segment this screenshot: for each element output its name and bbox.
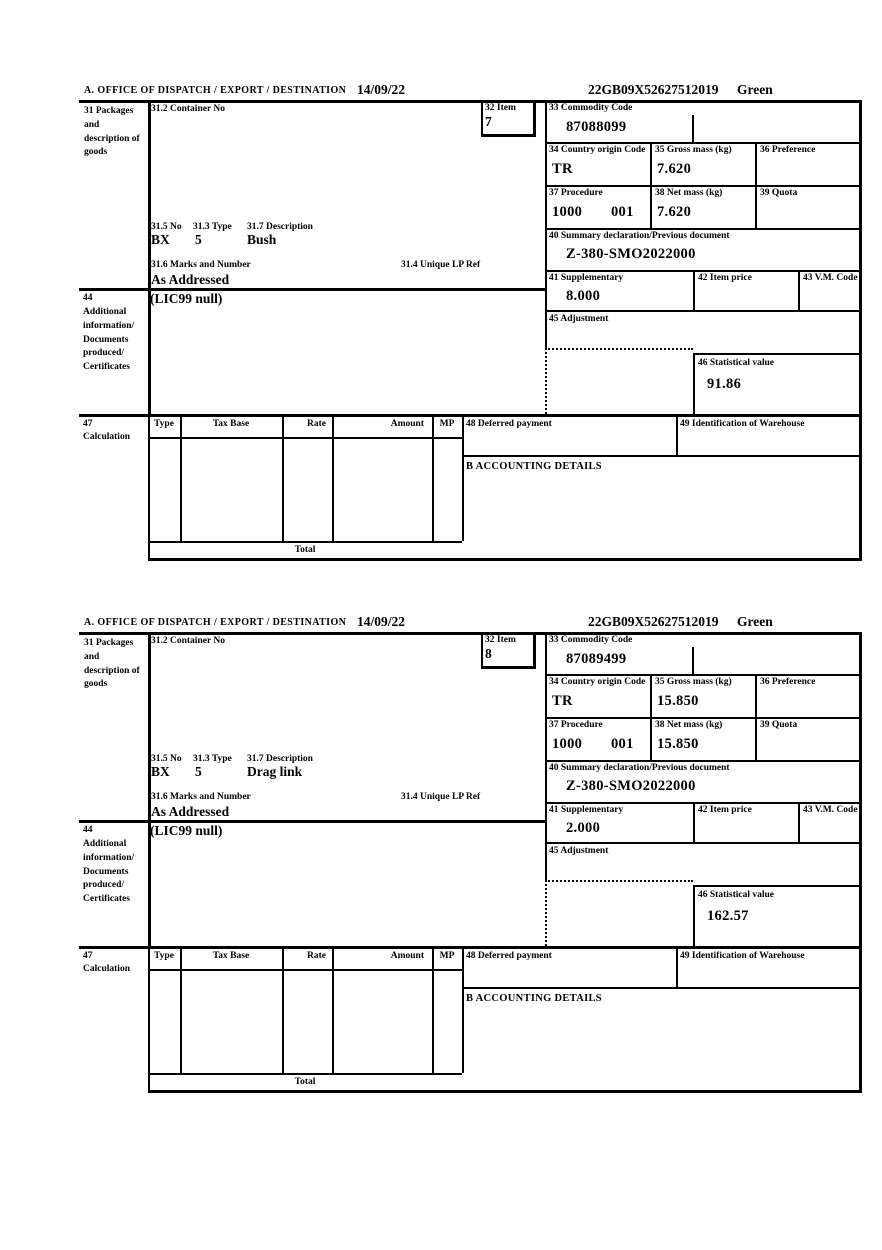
procedure-additional-value: 001 xyxy=(611,204,634,220)
statistical-value-label: 46 Statistical value xyxy=(698,890,774,900)
container-no-label: 31.2 Container No xyxy=(151,104,225,114)
calc-col-type: Type xyxy=(154,419,174,429)
item-number-value: 7 xyxy=(485,114,492,129)
entry-number: 22GB09X52627512019 xyxy=(588,82,719,97)
country-origin-label: 34 Country origin Code xyxy=(549,677,646,687)
procedure-value: 1000 xyxy=(552,736,583,752)
calc-col-rate: Rate xyxy=(307,419,326,429)
item-label: 32 Item xyxy=(485,635,516,645)
goods-description-value: Drag link xyxy=(247,764,303,779)
grid-line xyxy=(79,100,862,103)
calc-col-amount: Amount xyxy=(390,951,424,961)
calc-col-amount: Amount xyxy=(390,419,424,429)
grid-line xyxy=(545,270,862,272)
grid-line xyxy=(692,647,694,674)
declaration-date: 14/09/22 xyxy=(357,82,406,97)
dotted-divider xyxy=(545,880,547,946)
item-price-label: 42 Item price xyxy=(698,273,752,283)
commodity-code-label: 33 Commodity Code xyxy=(549,635,633,645)
net-mass-label: 38 Net mass (kg) xyxy=(655,188,723,198)
accounting-details-label: B ACCOUNTING DETAILS xyxy=(466,461,602,472)
routing-status: Green xyxy=(737,614,773,629)
deferred-payment-label: 48 Deferred payment xyxy=(466,419,552,429)
calc-col-tax-base: Tax Base xyxy=(212,419,250,429)
box44-additional-info-label: Additional information/ Documents produced/ Certificates xyxy=(83,307,135,373)
grid-line xyxy=(148,969,462,971)
supplementary-label: 41 Supplementary xyxy=(549,805,624,815)
grid-line xyxy=(693,353,862,355)
grid-line xyxy=(462,414,464,541)
package-no-label: 31.5 No xyxy=(151,754,182,764)
routing-status: Green xyxy=(737,82,773,97)
gross-mass-value: 7.620 xyxy=(657,161,692,177)
unique-lp-ref-label: 31.4 Unique LP Ref xyxy=(401,792,481,802)
grid-line xyxy=(545,100,547,348)
grid-line xyxy=(332,414,334,541)
grid-line xyxy=(545,760,862,762)
grid-line xyxy=(79,632,862,635)
grid-line xyxy=(693,802,695,842)
previous-document-value: Z-380-SMO2022000 xyxy=(566,246,696,262)
grid-line xyxy=(798,802,800,842)
grid-line xyxy=(148,1090,862,1093)
marks-and-number-value: As Addressed xyxy=(151,272,230,287)
commodity-code-value: 87089499 xyxy=(566,651,627,667)
grid-line xyxy=(148,541,462,543)
grid-line xyxy=(676,946,678,987)
grid-line xyxy=(545,802,862,804)
box47-number-label: 47 xyxy=(83,951,93,961)
package-no-label: 31.5 No xyxy=(151,222,182,232)
dotted-divider xyxy=(545,880,693,882)
marks-and-number-value: As Addressed xyxy=(151,804,230,819)
declaration-item-section xyxy=(79,82,862,561)
deferred-payment-label: 48 Deferred payment xyxy=(466,951,552,961)
calc-col-type: Type xyxy=(154,951,174,961)
grid-line xyxy=(545,717,862,719)
quota-label: 39 Quota xyxy=(760,720,798,730)
grid-line xyxy=(693,270,695,310)
net-mass-value: 15.850 xyxy=(657,736,699,752)
calc-col-rate: Rate xyxy=(307,951,326,961)
grid-line xyxy=(545,185,862,187)
net-mass-label: 38 Net mass (kg) xyxy=(655,720,723,730)
supplementary-value: 2.000 xyxy=(566,820,601,836)
dotted-divider xyxy=(545,348,693,350)
grid-line xyxy=(432,414,434,541)
grid-line xyxy=(545,142,862,144)
grid-line xyxy=(755,142,757,228)
grid-line xyxy=(693,885,695,946)
grid-line xyxy=(533,100,536,137)
grid-line xyxy=(148,1073,462,1075)
box47-calculation-label: Calculation xyxy=(83,432,130,442)
warehouse-id-label: 49 Identification of Warehouse xyxy=(680,419,805,429)
warehouse-id-label: 49 Identification of Warehouse xyxy=(680,951,805,961)
previous-document-label: 40 Summary declaration/Previous document xyxy=(549,231,730,241)
grid-line xyxy=(693,353,695,414)
commodity-code-label: 33 Commodity Code xyxy=(549,103,633,113)
grid-line xyxy=(798,270,800,310)
grid-line xyxy=(545,674,862,676)
grid-line xyxy=(148,414,150,561)
grid-line xyxy=(533,632,536,669)
supplementary-label: 41 Supplementary xyxy=(549,273,624,283)
gross-mass-label: 35 Gross mass (kg) xyxy=(655,677,732,687)
goods-description-value: Bush xyxy=(247,232,277,247)
grid-line xyxy=(545,310,862,312)
grid-line xyxy=(676,414,678,455)
previous-document-label: 40 Summary declaration/Previous document xyxy=(549,763,730,773)
grid-line xyxy=(462,987,862,989)
package-type-value: 5 xyxy=(195,232,202,247)
grid-line xyxy=(332,946,334,1073)
package-no-value: BX xyxy=(151,232,170,247)
grid-line xyxy=(859,632,862,1093)
grid-line xyxy=(481,666,536,669)
package-type-label: 31.3 Type xyxy=(193,754,232,764)
grid-line xyxy=(545,632,547,880)
calc-col-mp: MP xyxy=(439,951,455,961)
previous-document-value: Z-380-SMO2022000 xyxy=(566,778,696,794)
declaration-date: 14/09/22 xyxy=(357,614,406,629)
procedure-additional-value: 001 xyxy=(611,736,634,752)
grid-line xyxy=(462,946,464,1073)
grid-line xyxy=(545,228,862,230)
country-origin-label: 34 Country origin Code xyxy=(549,145,646,155)
additional-info-value: (LIC99 null) xyxy=(150,291,223,306)
declaration-item-section xyxy=(79,614,862,1093)
package-type-value: 5 xyxy=(195,764,202,779)
item-price-label: 42 Item price xyxy=(698,805,752,815)
vm-code-label: 43 V.M. Code xyxy=(803,805,858,815)
grid-line xyxy=(79,946,862,949)
package-type-label: 31.3 Type xyxy=(193,222,232,232)
grid-line xyxy=(148,437,462,439)
box31-packages-label: 31 Packages and description of goods xyxy=(84,638,140,690)
procedure-value: 1000 xyxy=(552,204,583,220)
dotted-divider xyxy=(545,348,547,414)
preference-label: 36 Preference xyxy=(760,145,816,155)
grid-line xyxy=(282,946,284,1073)
marks-and-number-label: 31.6 Marks and Number xyxy=(151,260,251,270)
country-origin-value: TR xyxy=(552,161,573,177)
statistical-value: 91.86 xyxy=(707,376,742,392)
container-no-label: 31.2 Container No xyxy=(151,636,225,646)
statistical-value: 162.57 xyxy=(707,908,749,924)
supplementary-value: 8.000 xyxy=(566,288,601,304)
calc-total-label: Total xyxy=(294,1077,316,1087)
adjustment-label: 45 Adjustment xyxy=(549,314,609,324)
grid-line xyxy=(481,633,483,666)
office-of-dispatch-label: A. OFFICE OF DISPATCH / EXPORT / DESTINATION xyxy=(84,85,347,96)
grid-line xyxy=(432,946,434,1073)
vm-code-label: 43 V.M. Code xyxy=(803,273,858,283)
grid-line xyxy=(282,414,284,541)
grid-line xyxy=(545,842,862,844)
quota-label: 39 Quota xyxy=(760,188,798,198)
grid-line xyxy=(79,414,862,417)
package-no-value: BX xyxy=(151,764,170,779)
grid-line xyxy=(755,674,757,760)
grid-line xyxy=(481,134,536,137)
gross-mass-label: 35 Gross mass (kg) xyxy=(655,145,732,155)
grid-line xyxy=(148,558,862,561)
grid-line xyxy=(650,142,652,228)
statistical-value-label: 46 Statistical value xyxy=(698,358,774,368)
unique-lp-ref-label: 31.4 Unique LP Ref xyxy=(401,260,481,270)
grid-line xyxy=(180,414,182,541)
accounting-details-label: B ACCOUNTING DETAILS xyxy=(466,993,602,1004)
grid-line xyxy=(650,674,652,760)
commodity-code-value: 87088099 xyxy=(566,119,627,135)
procedure-label: 37 Procedure xyxy=(549,720,603,730)
procedure-label: 37 Procedure xyxy=(549,188,603,198)
net-mass-value: 7.620 xyxy=(657,204,692,220)
calc-col-mp: MP xyxy=(439,419,455,429)
calc-col-tax-base: Tax Base xyxy=(212,951,250,961)
marks-and-number-label: 31.6 Marks and Number xyxy=(151,792,251,802)
grid-line xyxy=(692,115,694,142)
description-label: 31.7 Description xyxy=(247,222,313,232)
grid-line xyxy=(481,101,483,134)
country-origin-value: TR xyxy=(552,693,573,709)
adjustment-label: 45 Adjustment xyxy=(549,846,609,856)
entry-number: 22GB09X52627512019 xyxy=(588,614,719,629)
grid-line xyxy=(148,946,150,1093)
description-label: 31.7 Description xyxy=(247,754,313,764)
office-of-dispatch-label: A. OFFICE OF DISPATCH / EXPORT / DESTINATION xyxy=(84,617,347,628)
box44-number-label: 44 xyxy=(83,825,93,835)
box31-packages-label: 31 Packages and description of goods xyxy=(84,106,140,158)
box47-number-label: 47 xyxy=(83,419,93,429)
item-label: 32 Item xyxy=(485,103,516,113)
grid-line xyxy=(859,100,862,561)
additional-info-value: (LIC99 null) xyxy=(150,823,223,838)
grid-line xyxy=(462,455,862,457)
box44-additional-info-label: Additional information/ Documents produced/ Certificates xyxy=(83,839,135,905)
box47-calculation-label: Calculation xyxy=(83,964,130,974)
box44-number-label: 44 xyxy=(83,293,93,303)
preference-label: 36 Preference xyxy=(760,677,816,687)
calc-total-label: Total xyxy=(294,545,316,555)
item-number-value: 8 xyxy=(485,646,492,661)
grid-line xyxy=(180,946,182,1073)
grid-line xyxy=(693,885,862,887)
gross-mass-value: 15.850 xyxy=(657,693,699,709)
